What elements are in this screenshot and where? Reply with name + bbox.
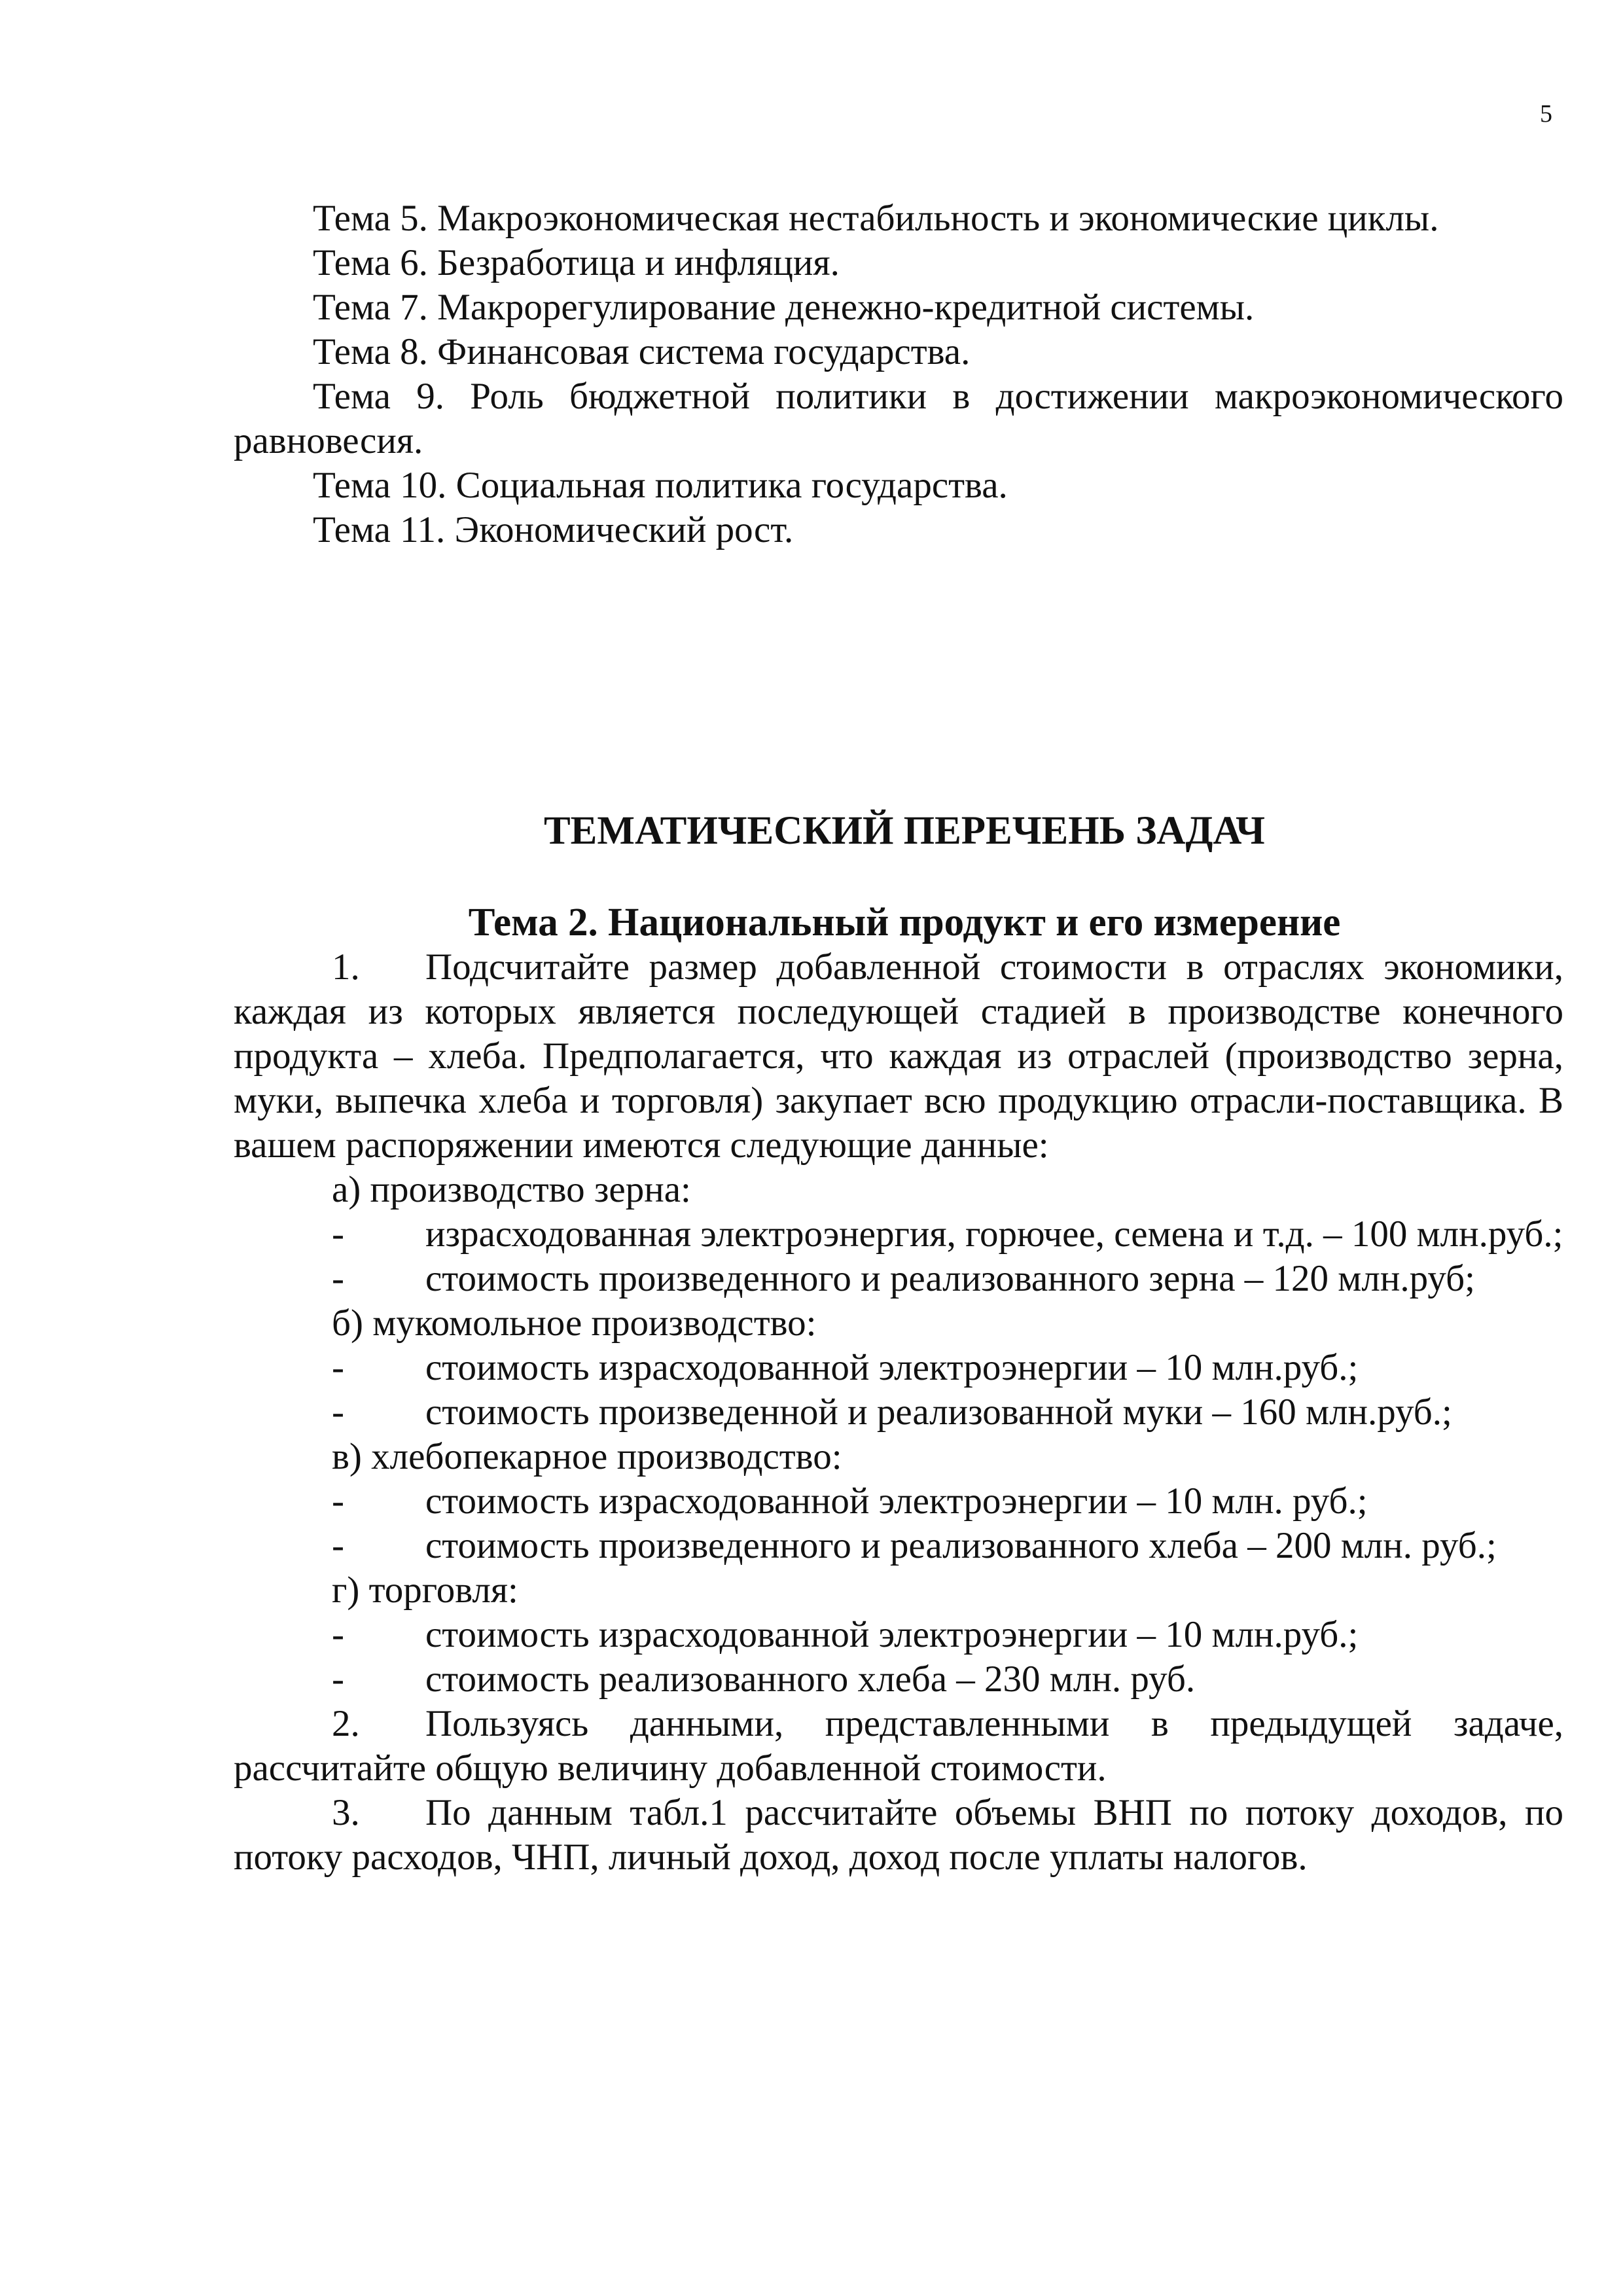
dash-marker: - (332, 1213, 344, 1255)
list-item (234, 1346, 1563, 1390)
list-item-text: стоимость произведенного и реализованного зерна – 120 млн.руб; (425, 1258, 1475, 1299)
group-label-mill: б) мукомольное производство: (332, 1302, 817, 1344)
list-item-text: стоимость израсходованной электроэнергии – 10 млн. руб.; (425, 1480, 1368, 1522)
task-1 (234, 945, 1563, 1168)
topic-item: Тема 11. Экономический рост. (313, 509, 794, 550)
list-item (234, 1613, 1563, 1657)
topic-item: Тема 9. Роль бюджетной политики в достижении макроэкономического равновесия. (234, 376, 1563, 461)
topic-item: Тема 6. Безработица и инфляция. (313, 242, 840, 283)
tasks-section (234, 809, 1563, 1880)
spacer (234, 853, 1563, 901)
dash-marker: - (332, 1525, 344, 1566)
dash-marker: - (332, 1659, 344, 1700)
list-item-text: стоимость произведенной и реализованной муки – 160 млн.руб.; (425, 1391, 1452, 1433)
dash-marker: - (332, 1347, 344, 1388)
topic-item: Тема 8. Финансовая система государства. (313, 331, 971, 372)
topics-list (234, 196, 1563, 552)
list-item-text: стоимость реализованного хлеба – 230 млн. руб. (425, 1659, 1196, 1700)
task-text: По данным табл.1 рассчитайте объемы ВНП по потоку доходов, по потоку расходов, ЧНП, личный доход, доход после уплаты налогов. (234, 1792, 1563, 1878)
topic-item: Тема 7. Макрорегулирование денежно-кредитной системы. (313, 287, 1255, 328)
list-item-text: стоимость произведенного и реализованного хлеба – 200 млн. руб.; (425, 1525, 1497, 1566)
task-2 (234, 1702, 1563, 1791)
list-item (234, 1257, 1563, 1301)
list-item-text: стоимость израсходованной электроэнергии – 10 млн.руб.; (425, 1347, 1359, 1388)
list-item (234, 1524, 1563, 1568)
list-item (234, 1212, 1563, 1257)
task-number: 1. (332, 946, 360, 988)
dash-marker: - (332, 1258, 344, 1299)
subsection-title: Тема 2. Национальный продукт и его измерение (468, 901, 1341, 944)
task-text: Пользуясь данными, представленными в предыдущей задаче, рассчитайте общую величину добавленной стоимости. (234, 1703, 1563, 1789)
task-number: 2. (332, 1703, 360, 1744)
list-item (234, 1657, 1563, 1702)
dash-marker: - (332, 1480, 344, 1522)
list-item (234, 1479, 1563, 1524)
dash-marker: - (332, 1391, 344, 1433)
page-number: 5 (1540, 100, 1552, 128)
list-item-text: стоимость израсходованной электроэнергии – 10 млн.руб.; (425, 1614, 1359, 1655)
group-label-grain: а) производство зерна: (332, 1169, 691, 1210)
section-title: ТЕМАТИЧЕСКИЙ ПЕРЕЧЕНЬ ЗАДАЧ (544, 809, 1265, 853)
task-3 (234, 1791, 1563, 1880)
topic-item: Тема 5. Макроэкономическая нестабильность и экономические циклы. (313, 198, 1439, 239)
list-item (234, 1390, 1563, 1435)
topic-item: Тема 10. Социальная политика государства. (313, 465, 1008, 506)
task-number: 3. (332, 1792, 360, 1833)
dash-marker: - (332, 1614, 344, 1655)
group-label-bakery: в) хлебопекарное производство: (332, 1436, 842, 1477)
list-item-text: израсходованная электроэнергия, горючее, семена и т.д. – 100 млн.руб.; (425, 1213, 1563, 1255)
task-text: Подсчитайте размер добавленной стоимости в отраслях экономики, каждая из которых является последующей стадией в производстве конечного продукта – хлеба. Предполагается, что каждая из отраслей (производство зерна, муки, выпечка хлеба и торговля) закупает всю продукцию отрасли-поставщика. В вашем распоряжении имеются следующие данные: (234, 946, 1563, 1166)
group-label-trade: г) торговля: (332, 1570, 518, 1611)
